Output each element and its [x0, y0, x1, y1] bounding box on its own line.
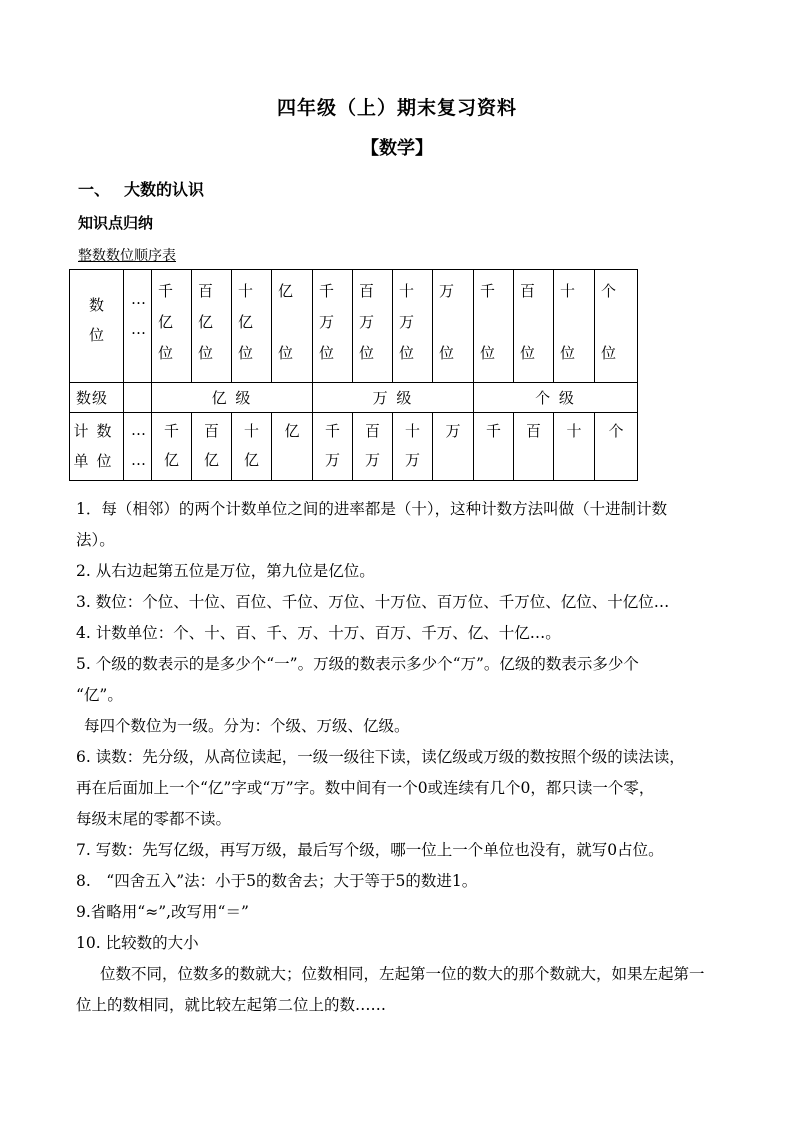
- row-header-counting-unit: [70, 413, 124, 481]
- text-line: 法）。: [76, 531, 115, 549]
- char: 万: [319, 313, 335, 331]
- digit-place-cell: [272, 270, 313, 383]
- counting-unit-cell: [313, 413, 353, 481]
- section-heading: [78, 177, 204, 200]
- table-row-classes: [70, 383, 638, 413]
- ellipsis: …: [131, 290, 144, 308]
- text-line: 再在后面加上一个“亿”字或“万”字。数中间有一个0或连续有几个0，都只读一个零，: [76, 779, 655, 797]
- char: 亿: [158, 313, 174, 331]
- char: 个: [608, 422, 624, 440]
- text-line: “亿”。: [76, 686, 123, 704]
- char: [480, 307, 513, 338]
- text-line: 6. 读数：先分级，从高位读起，一级一级往下读，读亿级或万级的数按照个级的读法读，: [76, 748, 685, 766]
- digit-place-cell: [152, 270, 192, 383]
- text-line: 位数不同，位数多的数就大；位数相同，左起第一位的数大的那个数就大，如果左起第一: [100, 965, 705, 983]
- text-line: 9.省略用“≈”,改写用“＝”: [76, 903, 249, 921]
- digit-place-cell: [433, 270, 474, 383]
- text-line: 每四个数位为一级。分为：个级、万级、亿级。: [84, 717, 410, 735]
- place-value-table: [69, 269, 638, 481]
- char: 百: [525, 422, 541, 440]
- char: 个: [601, 282, 617, 300]
- char: 位: [480, 344, 496, 362]
- knowledge-heading: 知识点归纳: [78, 214, 154, 232]
- char: 十: [243, 422, 259, 440]
- counting-unit-cell: [192, 413, 232, 481]
- text-line: 4. 计数单位：个、十、百、千、万、十万、百万、千万、亿、十亿…。: [76, 624, 561, 642]
- table-row-counting-units: [70, 413, 638, 481]
- char: 万: [364, 451, 380, 469]
- text-line: 5. 个级的数表示的是多少个“一”。万级的数表示多少个“万”。亿级的数表示多少个: [76, 655, 639, 673]
- char: 位: [359, 344, 375, 362]
- char: [439, 307, 473, 338]
- text-line: 1．每（相邻）的两个计数单位之间的进率都是（十），这种计数方法叫做（十进制计数: [76, 500, 668, 518]
- char: 位: [601, 344, 617, 362]
- char: 位: [520, 344, 536, 362]
- text-line: 10. 比较数的大小: [76, 934, 199, 952]
- class-ge: 个 级: [474, 383, 638, 413]
- row-header-digit-place: [70, 270, 124, 383]
- class-yi: 亿 级: [152, 383, 313, 413]
- char: 百: [364, 422, 380, 440]
- char: [560, 307, 594, 338]
- header-char: 位: [88, 326, 104, 344]
- char: [601, 307, 637, 338]
- header-char: 数: [88, 296, 104, 314]
- class-wan: 万 级: [313, 383, 474, 413]
- char: 千: [485, 422, 501, 440]
- char: 百: [198, 282, 214, 300]
- char: 亿: [284, 422, 300, 440]
- char: 万: [324, 451, 340, 469]
- char: 百: [203, 422, 219, 440]
- char: 万: [404, 451, 420, 469]
- text-line: 8. “四舍五入”法：小于5的数舍去；大于等于5的数进1。: [76, 872, 478, 890]
- char: 万: [439, 282, 455, 300]
- text-line: 2. 从右边起第五位是万位，第九位是亿位。: [76, 562, 375, 580]
- section-label: 大数的认识: [124, 180, 205, 199]
- ellipsis: …: [131, 320, 144, 338]
- digit-place-cell: [393, 270, 433, 383]
- text-line: 3. 数位：个位、十位、百位、千位、万位、十万位、百万位、千万位、亿位、十亿位…: [76, 593, 670, 611]
- subject-heading: 【数学】: [361, 138, 433, 159]
- char: 十: [399, 282, 415, 300]
- char: 千: [480, 282, 496, 300]
- char: 位: [439, 344, 455, 362]
- char: 亿: [243, 451, 259, 469]
- text-line: 7. 写数：先写亿级，再写万级，最后写个级，哪一位上一个单位也没有，就写0占位。: [76, 841, 664, 859]
- counting-unit-cell: [514, 413, 554, 481]
- empty-cell: [124, 383, 152, 413]
- digit-place-cell: [313, 270, 353, 383]
- char: 亿: [163, 451, 179, 469]
- char: 百: [520, 282, 536, 300]
- counting-unit-cell: [272, 413, 313, 481]
- char: 十: [560, 282, 576, 300]
- char: 位: [560, 344, 576, 362]
- counting-unit-cell: [474, 413, 514, 481]
- char: 亿: [278, 282, 294, 300]
- counting-unit-cell: [554, 413, 595, 481]
- char: [278, 307, 312, 338]
- ellipsis-cell: [124, 270, 152, 383]
- char: 千: [324, 422, 340, 440]
- counting-unit-cell: [353, 413, 393, 481]
- char: 十: [238, 282, 254, 300]
- counting-unit-cell: [433, 413, 474, 481]
- digit-place-cell: [192, 270, 232, 383]
- ellipsis-cell: [124, 413, 152, 481]
- char: 万: [399, 313, 415, 331]
- digit-place-cell: [353, 270, 393, 383]
- counting-unit-cell: [232, 413, 272, 481]
- knowledge-points: [76, 494, 726, 1021]
- char: 万: [445, 422, 461, 440]
- char: 位: [399, 344, 415, 362]
- char: [520, 307, 553, 338]
- char: 位: [158, 344, 174, 362]
- header-text: 单位: [73, 452, 120, 470]
- text-line: 每级末尾的零都不读。: [76, 810, 232, 828]
- header-text: 计数: [73, 422, 120, 440]
- text-line: 位上的数相同，就比较左起第二位上的数……: [76, 996, 387, 1014]
- digit-place-cell: [474, 270, 514, 383]
- digit-place-cell: [232, 270, 272, 383]
- char: 位: [238, 344, 254, 362]
- char: 千: [163, 422, 179, 440]
- counting-unit-cell: [393, 413, 433, 481]
- section-number: 一、: [78, 180, 111, 199]
- char: 千: [158, 282, 174, 300]
- char: 万: [359, 313, 375, 331]
- char: 位: [198, 344, 214, 362]
- char: 千: [319, 282, 335, 300]
- char: 位: [319, 344, 335, 362]
- char: 亿: [203, 451, 219, 469]
- table-row-digit-places: [70, 270, 638, 383]
- digit-place-cell: [554, 270, 595, 383]
- char: 百: [359, 282, 375, 300]
- counting-unit-cell: [152, 413, 192, 481]
- digit-place-cell: [514, 270, 554, 383]
- char: 位: [278, 344, 294, 362]
- char: 亿: [198, 313, 214, 331]
- table-caption: 整数数位顺序表: [78, 248, 176, 264]
- char: 十: [404, 422, 420, 440]
- ellipsis: …: [131, 451, 144, 469]
- document-title: 四年级（上）期末复习资料: [276, 97, 517, 119]
- counting-unit-cell: [595, 413, 638, 481]
- char: 十: [566, 422, 582, 440]
- row-header-class: 数级: [70, 383, 124, 413]
- digit-place-cell: [595, 270, 638, 383]
- char: 亿: [238, 313, 254, 331]
- ellipsis: …: [131, 421, 144, 439]
